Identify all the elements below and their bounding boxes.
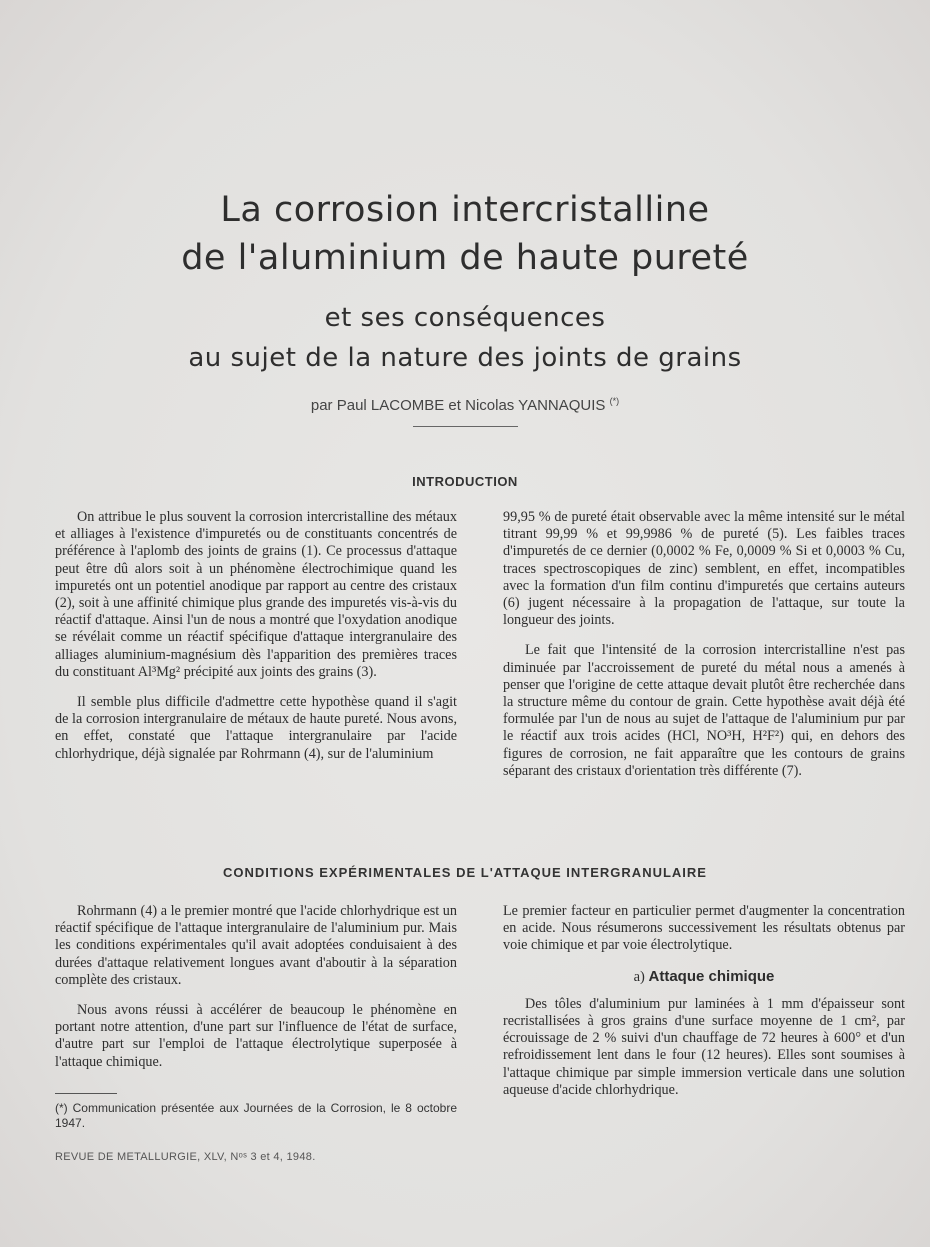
subtitle-line-2: au sujet de la nature des joints de grains bbox=[188, 343, 742, 373]
title-divider bbox=[413, 426, 518, 427]
intro-paragraph-3: Le fait que l'intensité de la corrosion intercristalline n'est pas diminuée par l'accroissement de pureté du métal nous a amenés à penser que l'origine de cette attaque devait plutôt être recherchée dans la structure même du contour de grain. Cette hypothèse avait déjà été formulée par l'un de nous au sujet de l'attaque de l'aluminium pur par le réactif aux trois acides (HCl, NO³H, H²F²) qui, en dehors des figures de corrosion, ne fait apparaître que les contours de grains séparant des cristaux d'orientation très différente (7). bbox=[503, 642, 905, 779]
conditions-paragraph-2-continued: Le premier facteur en particulier permet d'augmenter la concentration en acide. Nous résumerons successivement les résultats obtenus par voie chimique et par voie électrolytique. bbox=[503, 903, 905, 954]
subsection-prefix: a) bbox=[633, 968, 645, 985]
conditions-paragraph-2: Nous avons réussi à accélérer de beaucoup le phénomène en portant notre attention, d'une part sur l'influence de l'état de surface, d'autre part sur l'emploi de l'attaque électrolytique superposée à l'attaque chimique. bbox=[55, 1002, 457, 1070]
intro-column-right bbox=[503, 509, 905, 793]
footnote-mark: (*) bbox=[609, 396, 620, 406]
intro-paragraph-2: Il semble plus difficile d'admettre cette hypothèse quand il s'agit de la corrosion intergranulaire de métaux de haute pureté. Nous avons, en effet, constaté que l'attaque intergranulaire par l'acide chlorhydrique, déjà signalée par Rohrmann (4), sur de l'aluminium bbox=[55, 694, 457, 762]
journal-footer: REVUE DE METALLURGIE, XLV, Nᵒˢ 3 et 4, 1948. bbox=[55, 1151, 316, 1163]
conditions-column-right bbox=[503, 903, 905, 1112]
intro-column-left bbox=[55, 509, 457, 776]
title-line-2: de l'aluminium de haute pureté bbox=[181, 238, 749, 278]
footnote: (*) Communication présentée aux Journées de la Corrosion, le 8 octobre 1947. bbox=[55, 1101, 457, 1130]
conditions-paragraph-1: Rohrmann (4) a le premier montré que l'acide chlorhydrique est un réactif spécifique de l'attaque intergranulaire de l'aluminium pur. Mais les conditions expérimentales qu'il avait adoptées conduisaient à des durées d'attaque relativement longues avant d'aboutir à la séparation complète des cristaux. bbox=[55, 903, 457, 988]
intro-paragraph-2-continued: 99,95 % de pureté était observable avec la même intensité sur le métal titrant 99,99 % et 99,9986 % de pureté (5). Les faibles traces d'impuretés de ce dernier (0,0002 % Fe, 0,0009 % Si et 0,0003 % Cu, traces spectroscopiques de zinc) semblent, en effet, incompatibles avec la formation d'un film continu d'impuretés que certains auteurs (6) jugent nécessaire à la propagation de l'attaque, sur toute la longueur des joints. bbox=[503, 509, 905, 629]
subtitle-line-1: et ses conséquences bbox=[324, 303, 606, 333]
intro-paragraph-1: On attribue le plus souvent la corrosion intercristalline des métaux et alliages à l'existence d'impuretés ou de constituants concentrés de préférence à l'aplomb des joints de grains (1). Ce processus d'attaque peut être dû alors soit à un phénomène électrochimique quand les impuretés ont un potentiel anodique par rapport au centre des cristaux (2), soit à une affinité chimique plus grande des impuretés vis-à-vis du réactif d'attaque. Ainsi l'un de nous a montré que l'oxydation anodique se révélait comme un réactif spécifique d'attaque intergranulaire des alliages aluminium-magnésium dès l'apparition des premières traces du constituant Al³Mg² précipité aux joints des grains (3). bbox=[55, 509, 457, 680]
subsection-heading bbox=[503, 968, 905, 986]
conditions-column-left bbox=[55, 903, 457, 1084]
footnote-divider bbox=[55, 1093, 117, 1094]
subsection-title: Attaque chimique bbox=[648, 967, 775, 985]
section-heading-conditions: CONDITIONS EXPÉRIMENTALES DE L'ATTAQUE INTERGRANULAIRE bbox=[223, 865, 707, 880]
title-line-1: La corrosion intercristalline bbox=[220, 190, 710, 230]
section-heading-introduction: INTRODUCTION bbox=[412, 474, 518, 489]
authors-line bbox=[0, 396, 930, 414]
conditions-paragraph-3: Des tôles d'aluminium pur laminées à 1 mm d'épaisseur sont recristallisées à gros grains d'une surface moyenne de 1 cm², par écrouissage de 2 % suivi d'un chauffage de 72 heures à 600° et d'un refroidissement lent dans le four (12 heures). Elles sont soumises à l'attaque chimique par simple immersion verticale dans une solution aqueuse d'acide chlorhydrique. bbox=[503, 995, 905, 1098]
authors-text: par Paul LACOMBE et Nicolas YANNAQUIS bbox=[310, 397, 606, 414]
